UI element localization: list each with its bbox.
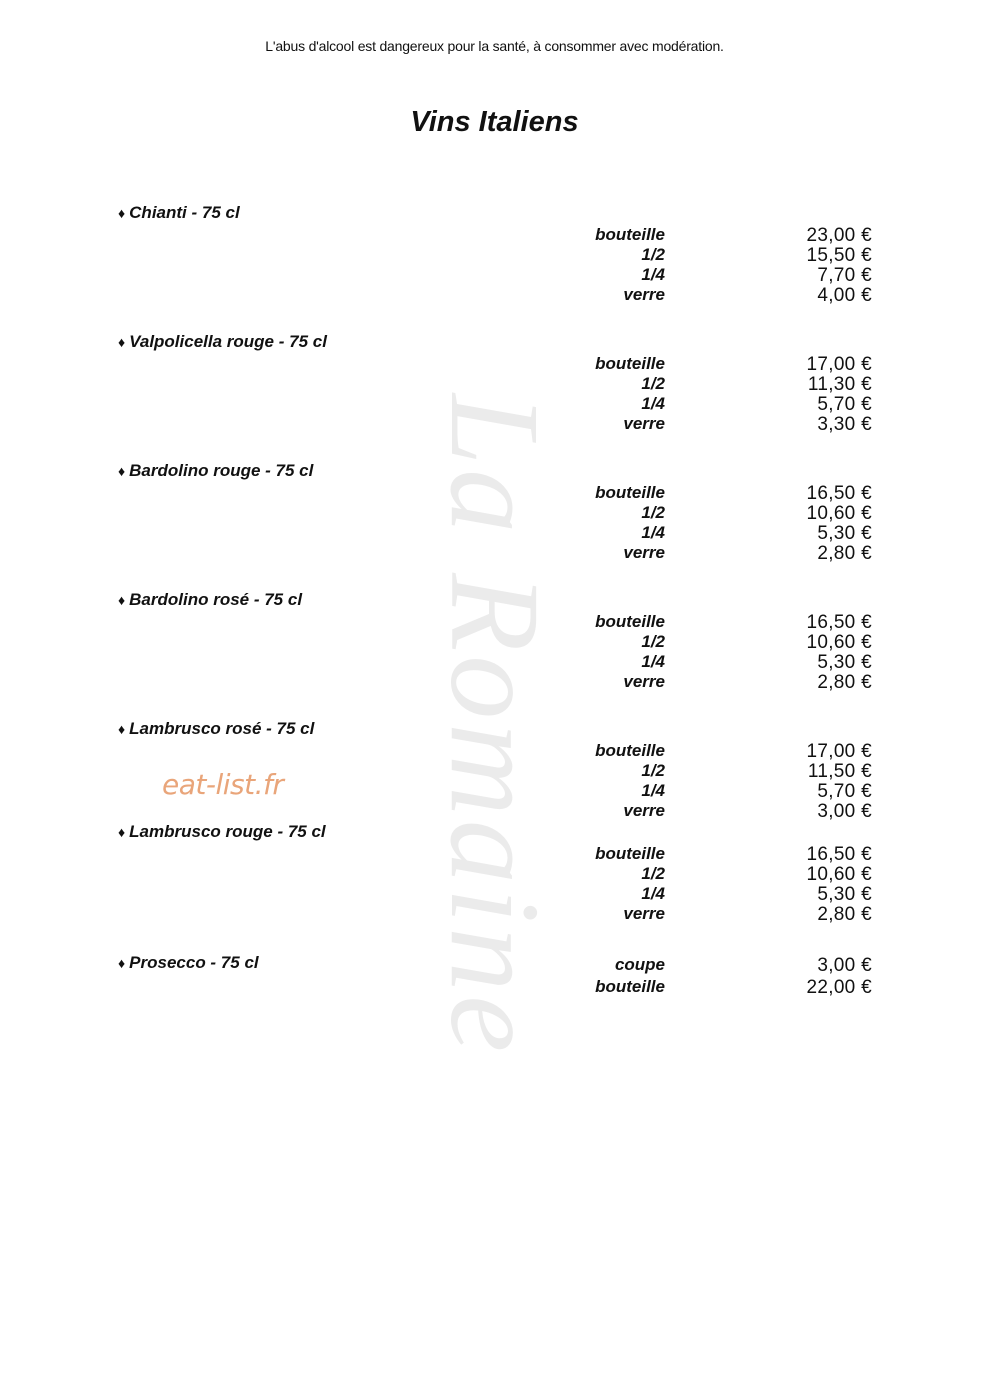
price-value: 2,80 € [817,672,872,693]
price-row [118,354,878,374]
serving-size: 1/2 [641,864,665,883]
price-value: 17,00 € [806,354,872,375]
price-value: 2,80 € [817,543,872,564]
price-row [118,977,878,997]
diamond-bullet-icon: ♦ [118,721,126,737]
serving-size: 1/2 [641,632,665,651]
serving-size: verre [623,672,665,691]
wine-name-text: Lambrusco rosé - 75 cl [129,719,315,738]
price-value: 16,50 € [806,612,872,633]
diamond-bullet-icon: ♦ [118,334,126,350]
price-row [118,285,878,305]
serving-size: bouteille [595,977,665,996]
serving-size: 1/2 [641,245,665,264]
price-row [118,801,878,821]
wine-name-text: Bardolino rosé - 75 cl [129,590,303,609]
wine-item [118,461,872,564]
price-row [118,543,878,563]
price-value: 3,00 € [817,955,872,976]
price-value: 3,00 € [817,801,872,822]
price-row [118,955,878,975]
wine-name [118,332,327,352]
serving-size: bouteille [595,483,665,502]
diamond-bullet-icon: ♦ [118,955,126,971]
alcohol-disclaimer: L'abus d'alcool est dangereux pour la santé, à consommer avec modération. [265,38,724,54]
price-value: 11,50 € [807,761,872,782]
wine-name [118,590,302,610]
price-row [118,904,878,924]
wine-item [118,203,872,306]
price-row [118,394,878,414]
wine-item [118,822,872,925]
serving-size: 1/2 [641,761,665,780]
serving-size: 1/2 [641,503,665,522]
price-value: 3,30 € [817,414,872,435]
serving-size: 1/2 [641,374,665,393]
serving-size: bouteille [595,741,665,760]
wine-name [118,203,240,223]
wine-item [118,953,872,998]
price-value: 5,30 € [817,652,872,673]
price-value: 17,00 € [806,741,872,762]
price-row [118,741,878,761]
price-value: 10,60 € [806,864,872,885]
price-value: 5,70 € [817,781,872,802]
price-value: 23,00 € [806,225,872,246]
price-value: 11,30 € [807,374,872,395]
site-watermark: eat-list.fr [162,768,284,801]
price-row [118,632,878,652]
wine-name-text: Lambrusco rouge - 75 cl [129,822,326,841]
serving-size: verre [623,414,665,433]
serving-size: bouteille [595,612,665,631]
price-row [118,612,878,632]
serving-size: coupe [614,955,665,974]
serving-size: verre [623,543,665,562]
price-value: 7,70 € [817,265,872,286]
price-row [118,884,878,904]
price-row [118,225,878,245]
serving-size: 1/4 [641,884,665,903]
price-row [118,844,878,864]
price-value: 22,00 € [806,977,872,998]
diamond-bullet-icon: ♦ [118,592,126,608]
diamond-bullet-icon: ♦ [118,205,126,221]
serving-size: bouteille [595,225,665,244]
price-row [118,864,878,884]
wine-name-text: Chianti - 75 cl [129,203,240,222]
price-row [118,652,878,672]
price-row [118,672,878,692]
price-value: 10,60 € [806,503,872,524]
price-value: 4,00 € [817,285,872,306]
diamond-bullet-icon: ♦ [118,463,126,479]
price-value: 16,50 € [806,483,872,504]
wine-name-text: Prosecco - 75 cl [129,953,259,972]
price-row [118,265,878,285]
wine-name [118,822,326,842]
price-row [118,781,878,801]
serving-size: verre [623,904,665,923]
wine-item [118,332,872,435]
price-value: 15,50 € [806,245,872,266]
price-row [118,414,878,434]
wine-name-text: Bardolino rouge - 75 cl [129,461,314,480]
price-value: 5,30 € [817,523,872,544]
price-value: 10,60 € [806,632,872,653]
serving-size: 1/4 [641,265,665,284]
serving-size: bouteille [595,844,665,863]
wine-name [118,719,314,739]
serving-size: bouteille [595,354,665,373]
serving-size: 1/4 [641,652,665,671]
serving-size: 1/4 [641,781,665,800]
serving-size: 1/4 [641,394,665,413]
price-row [118,245,878,265]
serving-size: 1/4 [641,523,665,542]
wine-name [118,461,313,481]
diamond-bullet-icon: ♦ [118,824,126,840]
price-row [118,483,878,503]
price-row [118,523,878,543]
price-row [118,374,878,394]
wine-name-text: Valpolicella rouge - 75 cl [129,332,327,351]
price-value: 16,50 € [806,844,872,865]
serving-size: verre [623,801,665,820]
price-value: 5,30 € [817,884,872,905]
price-row [118,503,878,523]
price-value: 2,80 € [817,904,872,925]
serving-size: verre [623,285,665,304]
wine-item [118,590,872,693]
price-row [118,761,878,781]
page-title: Vins Italiens [410,106,579,138]
price-value: 5,70 € [817,394,872,415]
restaurant-watermark: La Romaine [424,393,566,1057]
